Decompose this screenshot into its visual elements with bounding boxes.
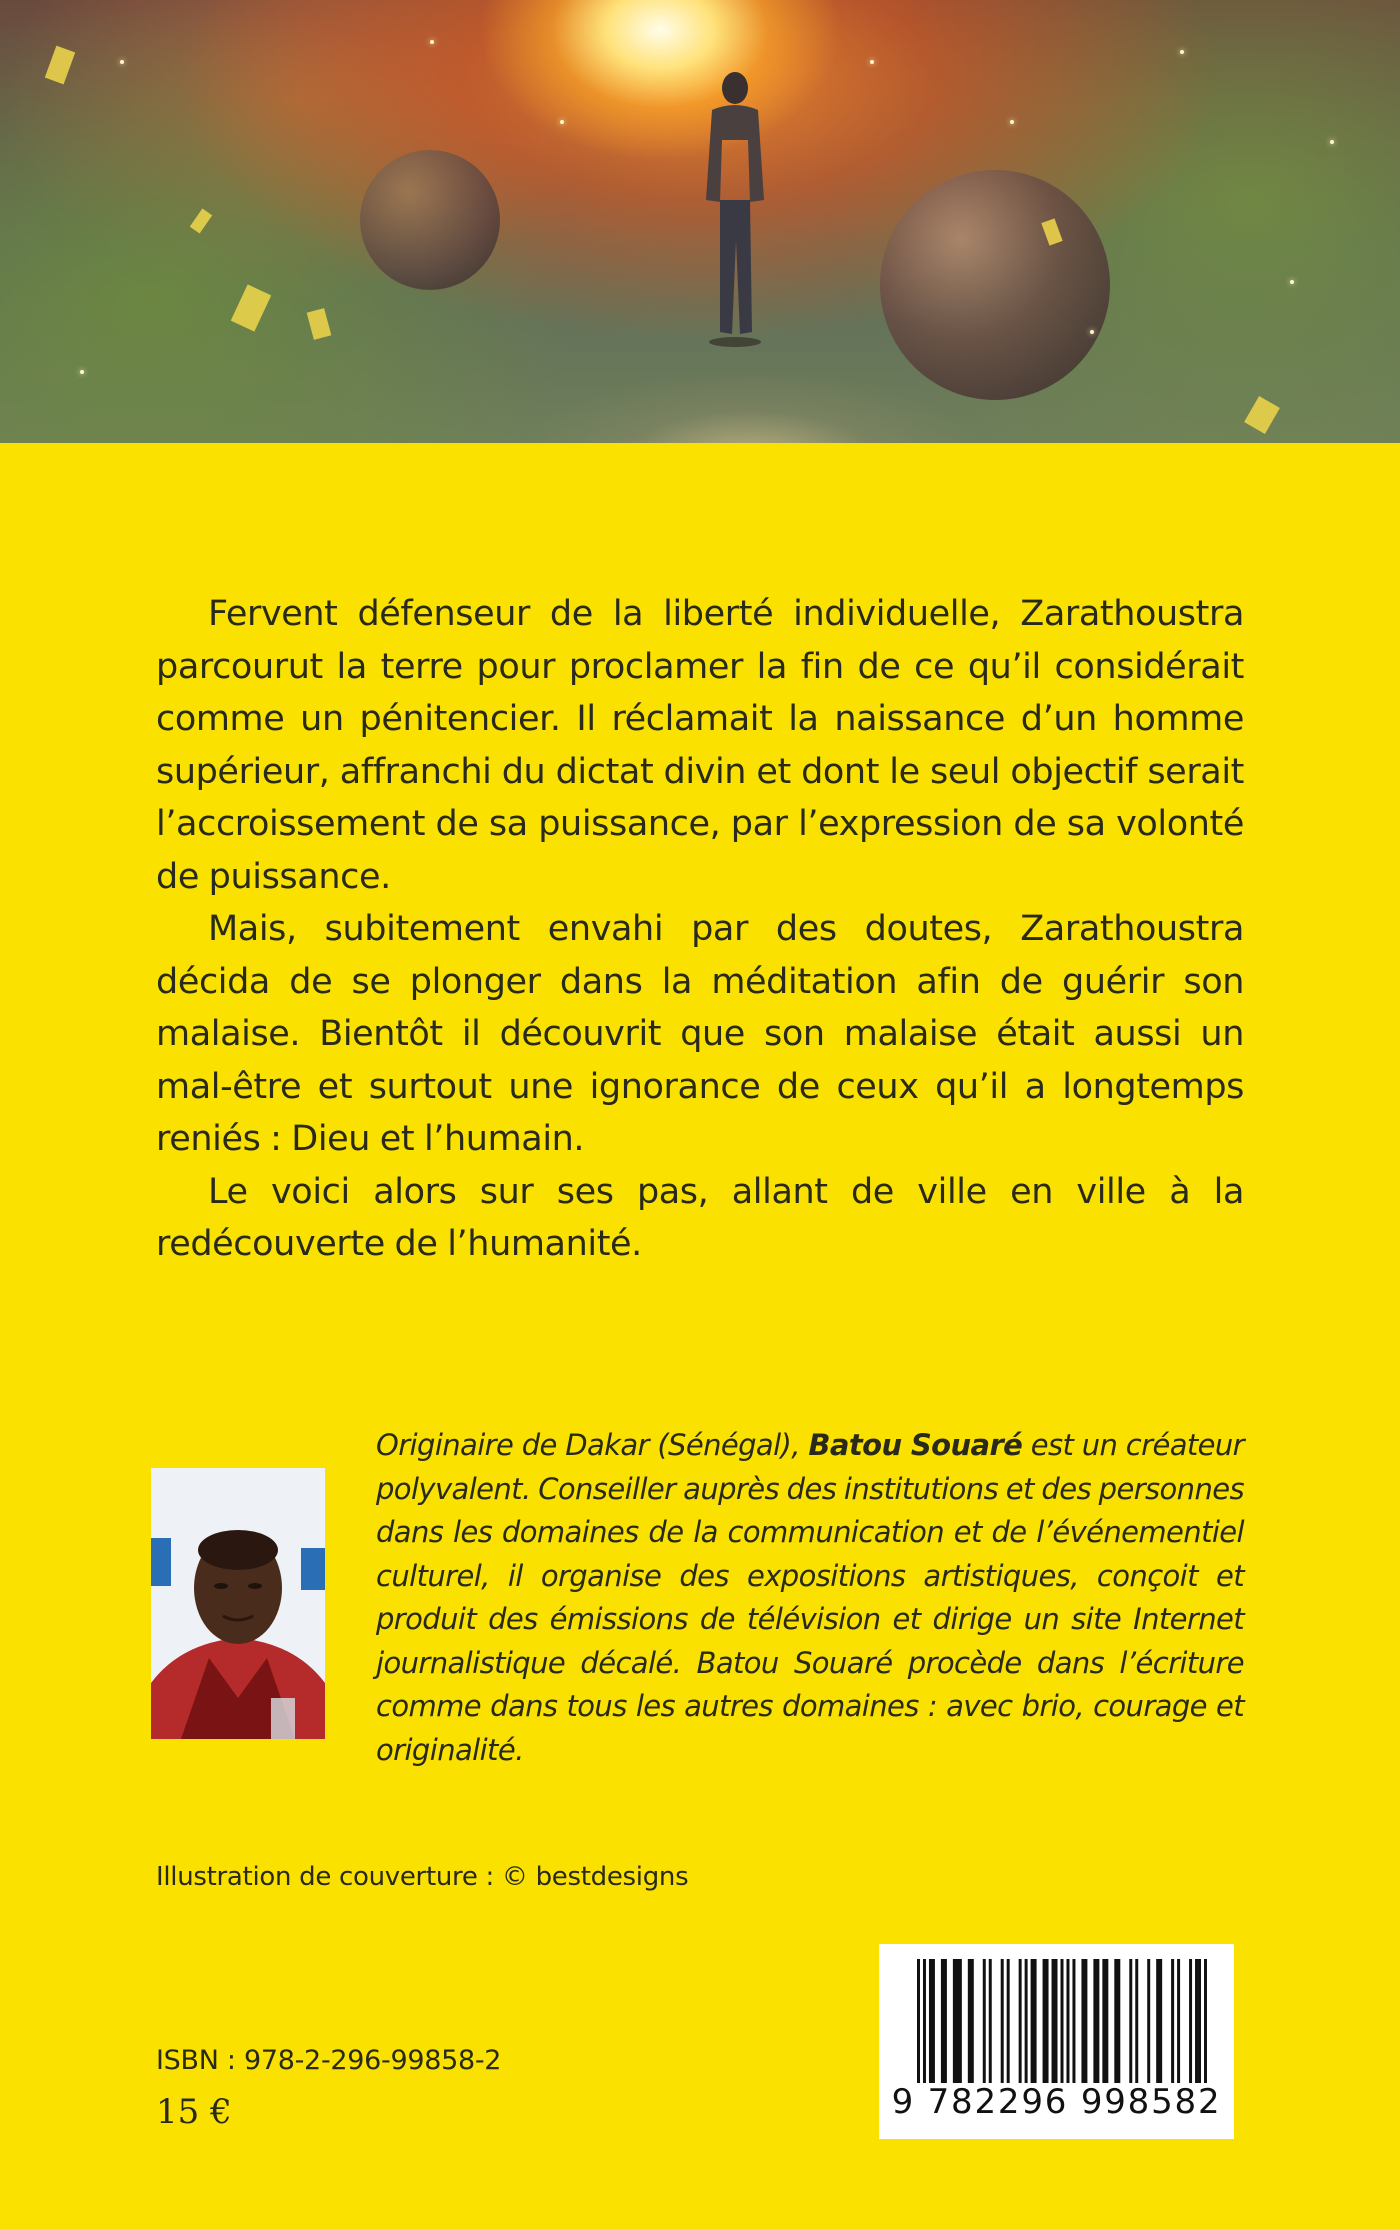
barcode-bar <box>1061 1959 1064 2083</box>
barcode-bar <box>1001 1959 1004 2083</box>
star <box>80 370 84 374</box>
barcode-bar <box>941 1959 947 2083</box>
light-shard <box>1244 396 1280 434</box>
star <box>1010 120 1014 124</box>
star <box>870 60 874 64</box>
barcode-bar <box>1156 1959 1162 2083</box>
isbn-label: ISBN : 978-2-296-99858-2 <box>156 2045 502 2076</box>
barcode-bar <box>1019 1959 1022 2083</box>
blurb-paragraph-1: Fervent défenseur de la liberté individuelle, Zarathoustra parcourut la terre pour proclamer la fin de ce qu’il considérait comme un pénitencier. Il réclamait la naissance d’un homme supérieur, affranchi du dictat divin et dont le seul objectif serait l’accroissement de sa puissance, par l’expression de sa volonté de puissance. <box>156 594 1244 897</box>
author-photo <box>151 1468 325 1739</box>
walking-figure <box>690 70 780 350</box>
author-bio-intro: Originaire de Dakar (Sénégal), <box>376 1428 809 1462</box>
barcode-bar <box>1171 1959 1174 2083</box>
cover-illustration <box>0 0 1400 443</box>
author-name: Batou Souaré <box>808 1428 1023 1462</box>
barcode-bar <box>983 1959 986 2083</box>
star <box>120 60 124 64</box>
barcode-bar <box>1114 1959 1120 2083</box>
star <box>430 40 434 44</box>
price-label: 15 € <box>156 2092 232 2132</box>
star <box>560 120 564 124</box>
barcode-bar <box>1043 1959 1049 2083</box>
barcode-bar <box>1204 1959 1207 2083</box>
barcode-bar <box>1072 1959 1075 2083</box>
barcode-bar <box>989 1959 992 2083</box>
barcode-bar <box>1198 1959 1201 2083</box>
blurb-paragraph-2: Mais, subitement envahi par des doutes, Zarathoustra décida de se plonger dans la méditation afin de guérir son malaise. Bientôt il découvrit que son malaise était aussi un mal-être et surtout une ignorance de ceux qu’il a longtemps reniés : Dieu et l’humain. <box>156 909 1244 1159</box>
barcode <box>879 1944 1234 2139</box>
barcode-bar <box>1147 1959 1150 2083</box>
cover-illustration-credit: Illustration de couverture : © bestdesigns <box>156 1862 689 1892</box>
barcode-bar <box>1081 1959 1087 2083</box>
author-bio-rest: est un créateur polyvalent. Conseiller auprès des institutions et des personnes dans les domaines de la communication et de l’événementiel culturel, il organise des expositions artistiques, conçoit et produit des émissions de télévision et dirige un site Internet journalistique décalé. Batou Souaré procède dans l’écriture comme dans tous les autres domaines : avec brio, courage et originalité. <box>376 1428 1244 1767</box>
barcode-bar <box>1189 1959 1192 2083</box>
barcode-bar <box>1102 1959 1108 2083</box>
barcode-bar <box>923 1959 926 2083</box>
blurb-text <box>156 588 1244 1271</box>
blurb-paragraph-3: Le voici alors sur ses pas, allant de ville en ville à la redécouverte de l’humanité. <box>156 1171 1244 1264</box>
light-shard <box>45 46 75 85</box>
barcode-bar <box>1007 1959 1010 2083</box>
light-shard <box>307 308 332 340</box>
barcode-bar <box>1177 1959 1180 2083</box>
barcode-bar <box>1066 1959 1069 2083</box>
barcode-bar <box>968 1959 974 2083</box>
barcode-bar <box>1135 1959 1138 2083</box>
star <box>1330 140 1334 144</box>
barcode-bar <box>929 1959 935 2083</box>
barcode-bars <box>917 1959 1207 2083</box>
light-shard <box>231 284 271 331</box>
barcode-bar <box>1093 1959 1099 2083</box>
star <box>1180 50 1184 54</box>
star <box>1290 280 1294 284</box>
barcode-bar <box>1129 1959 1132 2083</box>
barcode-bar <box>1195 1959 1198 2083</box>
planet-left <box>360 150 500 290</box>
barcode-bar <box>1025 1959 1028 2083</box>
light-shard <box>190 209 212 234</box>
star <box>1090 330 1094 334</box>
barcode-bar <box>917 1959 920 2083</box>
author-bio <box>376 1424 1244 1772</box>
barcode-bar <box>953 1959 962 2083</box>
barcode-bar <box>1031 1959 1037 2083</box>
barcode-bar <box>1052 1959 1058 2083</box>
barcode-digits: 9 782296 998582 <box>891 2082 1222 2122</box>
author-portrait-illustration <box>151 1468 325 1739</box>
